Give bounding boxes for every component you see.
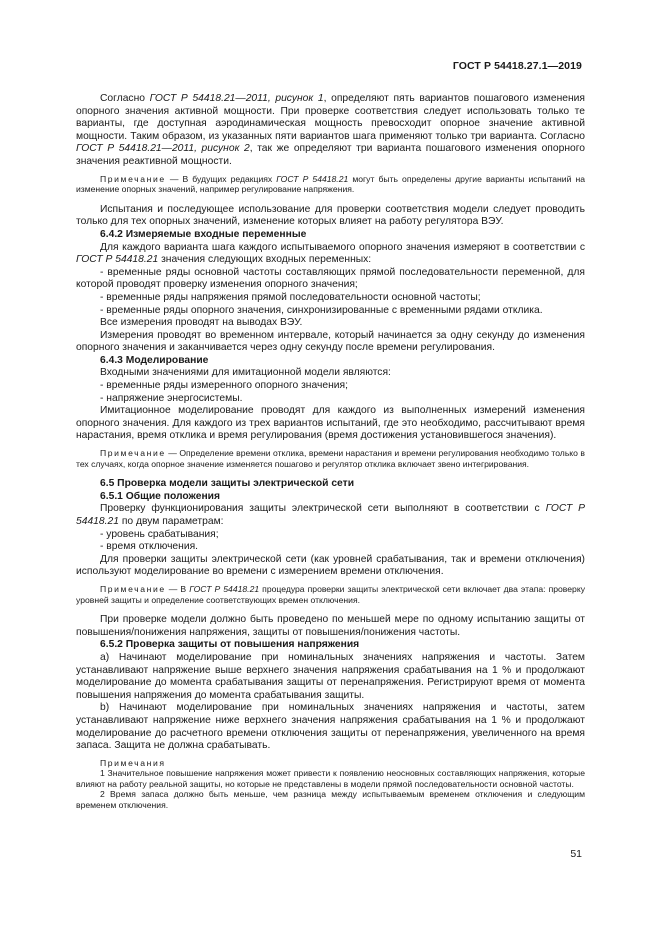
- reference: ГОСТ Р 54418.21—2011, рисунок 1: [149, 93, 324, 104]
- text: могут быть определены другие варианты испытаний на изменение опорных значений, например регулирование напряжения.: [76, 173, 585, 195]
- paragraph: Входными значениями для имитационной модели являются:: [100, 367, 391, 379]
- list-item: - время отключения.: [100, 541, 199, 553]
- note: [76, 448, 585, 469]
- text: — В: [165, 583, 190, 594]
- document-body: [76, 93, 585, 811]
- text: Согласно: [100, 93, 150, 104]
- paragraph: Имитационное моделирование проводят для каждого из выполненных измерений изменения опорного значения. Для каждого из трех вариантов испытаний, где это необходимо, рассчитывают время нарастания, время отклика и время регулирования (время достижения установившегося значения).: [76, 405, 585, 442]
- text: — Определение времени отклика, времени нарастания и времени регулирования необходимо только в тех случаях, когда опорное значение изменяется пошагово и регулятор отклика включает звено интегрирования.: [76, 448, 585, 469]
- text: — В будущих редакциях: [165, 173, 277, 184]
- text: по двум параметрам:: [118, 516, 224, 527]
- section-heading: 6.5.2 Проверка защиты от повышения напряжения: [100, 639, 360, 651]
- section-heading: 6.5.1 Общие положения: [100, 490, 220, 502]
- document-header: ГОСТ Р 54418.27.1—2019: [452, 60, 582, 72]
- reference: ГОСТ Р 54418.21—2011, рисунок 2: [76, 143, 250, 155]
- list-item: - временные ряды измеренного опорного значения;: [100, 380, 348, 392]
- list-item: - напряжение энергосистемы.: [100, 392, 243, 404]
- text: процедура проверки защиты электрической сети включает два этапа: проверку уровней защиты и определение соответствующих времен отключения.: [76, 583, 585, 605]
- paragraph: Испытания и последующее использование для проверки соответствия модели следует проводить только для тех опорных значений, изменение которых влияет на работу регулятора ВЭУ.: [76, 203, 585, 228]
- paragraph: Все измерения проводят на выводах ВЭУ.: [100, 317, 303, 329]
- section-heading: 6.5 Проверка модели защиты электрической сети: [100, 478, 355, 490]
- paragraph: Для проверки защиты электрической сети (как уровней срабатывания, так и времени отключения) используют моделирование во времени с измерением времени отключения.: [76, 553, 585, 578]
- reference: ГОСТ Р 54418.21: [76, 254, 159, 266]
- note: [76, 584, 585, 605]
- reference: ГОСТ Р 54418.21: [76, 503, 585, 527]
- paragraph: [76, 503, 585, 528]
- text: Проверку функционирования защиты электрической сети выполняют в соответствии с: [100, 503, 546, 515]
- note-item: 1 Значительное повышение напряжения может привести к появлению неосновных составляющих напряжения, которые влияют на работу реальной защиты, но которые не представлены в модели прямой последовательности основной частоты.: [76, 768, 585, 789]
- note-label: Примечание: [100, 173, 166, 184]
- list-item: - временные ряды основной частоты составляющих прямой последовательности переменной, для которой проводят проверку изменения опорного значения;: [76, 266, 585, 291]
- note-label: Примечание: [100, 448, 166, 459]
- reference: ГОСТ Р 54418.21: [189, 583, 260, 594]
- text: , так же определяют три варианта пошагового изменения опорного значения реактивной мощности.: [76, 143, 586, 167]
- list-item: - временные ряды напряжения прямой последовательности основной частоты;: [100, 291, 481, 303]
- paragraph: [76, 93, 585, 169]
- list-item: - временные ряды опорного значения, синхронизированные с временными рядами отклика.: [100, 304, 543, 316]
- notes-label: Примечания: [100, 757, 166, 768]
- note: [76, 174, 585, 195]
- page-number: 51: [570, 848, 582, 860]
- note-label: Примечание: [100, 583, 166, 594]
- reference: ГОСТ Р 54418.21: [276, 173, 349, 184]
- text: значения следующих входных переменных:: [158, 254, 372, 266]
- paragraph: b) Начинают моделирование при номинальных значениях напряжения и частоты, затем устанавливают напряжение ниже верхнего значения напряжения срабатывания на 1 % и продолжают моделирование до расчетного времени отключения защиты от перенапряжения, увеличенного на время запаса. Защита не должна срабатывать.: [76, 702, 585, 752]
- paragraph: Измерения проводят во временном интервале, который начинается за одну секунду до изменения опорного значения и заканчивается через одну секунду после времени регулирования.: [76, 329, 585, 354]
- section-heading: 6.4.2 Измеряемые входные переменные: [100, 228, 307, 240]
- paragraph: a) Начинают моделирование при номинальных значениях напряжения и частоты. Затем устанавливают напряжение выше верхнего значения напряжения срабатывания на 1 % и продолжают моделирование до момента срабатывания защиты от перенапряжения. Регистрируют время от момента повышения напряжения до момента срабатывания защиты.: [76, 651, 585, 701]
- list-item: - уровень срабатывания;: [100, 528, 219, 540]
- text: , определяют пять вариантов пошагового изменения опорного значения активной мощности. При проверке соответствия следует использовать только те варианты, где доступная аэродинамическая мощность превосходит опорное значение активной мощности. Таким образом, из указанных пяти вариантов шага применяют только три варианта. Согласно: [76, 93, 585, 142]
- section-heading: 6.4.3 Моделирование: [100, 354, 209, 366]
- paragraph: [76, 242, 585, 267]
- note-item: 2 Время запаса должно быть меньше, чем разница между испытываемым временем отключения и следующим временем отключения.: [76, 789, 585, 811]
- paragraph: При проверке модели должно быть проведено по меньшей мере по одному испытанию защиты от повышения/понижения напряжения, защиты от повышения/понижения частоты.: [76, 614, 585, 638]
- text: Для каждого варианта шага каждого испытываемого опорного значения измеряют в соответствии с: [100, 241, 585, 253]
